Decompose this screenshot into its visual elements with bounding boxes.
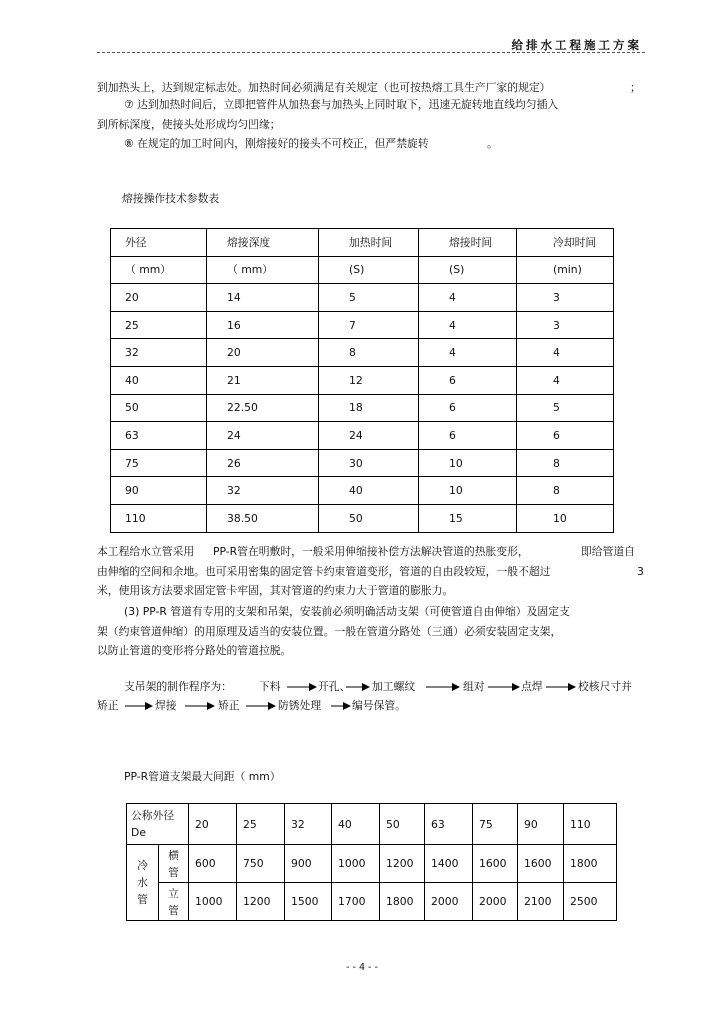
table-header-cell: 90 xyxy=(518,804,564,845)
table-cell: 90 xyxy=(111,477,207,505)
table-row xyxy=(111,449,614,477)
table-cell: 10 xyxy=(419,449,517,477)
table-row xyxy=(111,394,614,422)
table-cell: 18 xyxy=(319,394,419,422)
flow-step: 点焊 xyxy=(521,680,543,693)
table-cell: 50 xyxy=(111,394,207,422)
table-cell: 1000 xyxy=(189,883,237,921)
table-unit-cell: （ mm） xyxy=(207,256,319,284)
table-cell: 4 xyxy=(517,366,614,394)
table-cell: 24 xyxy=(319,422,419,450)
table-row xyxy=(111,311,614,339)
arrow-right-icon xyxy=(426,682,460,692)
flow-step: 焊接 xyxy=(155,699,177,712)
table-cell: 30 xyxy=(319,449,419,477)
table-cell: 3 xyxy=(517,311,614,339)
table-cell: 24 xyxy=(207,422,319,450)
arrow-right-icon xyxy=(125,701,153,711)
arrow-right-icon xyxy=(246,701,276,711)
table-cell: 2000 xyxy=(425,883,473,921)
table-header-cell: 110 xyxy=(564,804,617,845)
table-cell: 20 xyxy=(111,284,207,312)
params-table-caption: 熔接操作技术参数表 xyxy=(122,192,220,205)
flow-intro: 支吊架的制作程序为： xyxy=(124,680,232,693)
table-cell: 5 xyxy=(517,394,614,422)
arrow-right-icon xyxy=(331,701,351,711)
paragraph-line: ⑧ 在规定的加工时间内，刚熔接好的接头不可校正，但严禁旋转 xyxy=(124,137,429,150)
table-cell: 6 xyxy=(419,394,517,422)
flow-step: 开孔、 xyxy=(318,680,351,693)
table-unit-cell: （ mm） xyxy=(111,256,207,284)
table-cell: 8 xyxy=(517,477,614,505)
table-cell: 50 xyxy=(319,504,419,532)
table-row xyxy=(127,883,617,921)
table-cell: 6 xyxy=(419,422,517,450)
paragraph-line: (3) PP-R 管道有专用的支架和吊架，安装前必须明确活动支架（可使管道自由伸缩）及固定支 xyxy=(124,605,570,618)
flow-step: 下料 xyxy=(259,680,281,693)
table-cell: 40 xyxy=(319,477,419,505)
table-unit-cell: (min) xyxy=(517,256,614,284)
table-cell: 6 xyxy=(517,422,614,450)
table-cell: 26 xyxy=(207,449,319,477)
flow-step: 防锈处理 xyxy=(278,699,322,712)
paragraph-punctuation: ； xyxy=(630,81,641,94)
table-cell: 3 xyxy=(517,284,614,312)
paragraph-line: ⑦ 达到加热时间后，立即把管件从加热套与加热头上同时取下，迅速无旋转地直线均匀插入 xyxy=(124,98,559,111)
table-header-cell: 32 xyxy=(285,804,332,845)
table-cell: 10 xyxy=(517,504,614,532)
table-header-cell: 公称外径 De xyxy=(127,804,189,845)
paragraph-line: 到加热头上，达到规定标志处。加热时间必须满足有关规定（也可按热熔工具生产厂家的规定） xyxy=(97,81,551,94)
table-row xyxy=(127,845,617,883)
paragraph-line: PP-R管在明敷时，一般采用伸缩接补偿方法解决管道的热胀变形， xyxy=(213,545,529,558)
table-cell: 5 xyxy=(319,284,419,312)
paragraph-line: 由伸缩的空间和余地。也可采用密集的固定管卡约束管道变形，管道的自由段较短，一般不超过 xyxy=(97,565,551,578)
table-cell: 20 xyxy=(207,339,319,367)
table-cell: 6 xyxy=(419,366,517,394)
table-cell: 2500 xyxy=(564,883,617,921)
table-cell: 1800 xyxy=(564,845,617,883)
page-number: - - 4 - - xyxy=(346,962,378,973)
table-header-cell: 熔接时间 xyxy=(419,229,517,257)
table-cell: 63 xyxy=(111,422,207,450)
params-table xyxy=(110,228,614,533)
table-cell: 32 xyxy=(111,339,207,367)
table-cell: 75 xyxy=(111,449,207,477)
table-cell: 14 xyxy=(207,284,319,312)
table-cell: 1200 xyxy=(380,845,425,883)
arrow-right-icon xyxy=(346,682,370,692)
document-header-title: 给排水工程施工方案 xyxy=(511,38,642,52)
paragraph-punctuation: 。 xyxy=(487,137,498,150)
table-cell: 1600 xyxy=(518,845,564,883)
table-row xyxy=(111,284,614,312)
table-group-cell xyxy=(127,845,159,921)
group-label: 冷水管 xyxy=(137,859,148,906)
table-header-cell: 50 xyxy=(380,804,425,845)
table-cell: 4 xyxy=(517,339,614,367)
paragraph-line: 以防止管道的变形将分路处的管道拉脱。 xyxy=(97,644,292,657)
row-label: 立管 xyxy=(168,886,179,917)
table-cell: 4 xyxy=(419,339,517,367)
arrow-right-icon xyxy=(488,682,520,692)
table-units-row xyxy=(111,256,614,284)
table-header-cell: 40 xyxy=(332,804,380,845)
arrow-right-icon xyxy=(185,701,215,711)
table-cell: 21 xyxy=(207,366,319,394)
row-label: 横管 xyxy=(168,848,179,879)
table-header-row xyxy=(111,229,614,257)
table-cell: 1700 xyxy=(332,883,380,921)
table-row-label-cell xyxy=(159,883,189,921)
table-header-cell: 熔接深度 xyxy=(207,229,319,257)
table-cell: 1200 xyxy=(237,883,285,921)
support-table-caption: PP-R管道支架最大间距（ mm） xyxy=(124,770,281,783)
flow-step: 加工螺纹 xyxy=(372,680,416,693)
table-header-cell: 63 xyxy=(425,804,473,845)
arrow-right-icon xyxy=(287,682,317,692)
table-row xyxy=(111,366,614,394)
paragraph-line: 到所标深度，使接头处形成均匀凹缘； xyxy=(97,118,281,131)
table-cell: 2000 xyxy=(473,883,518,921)
table-cell: 38.50 xyxy=(207,504,319,532)
table-row-label-cell xyxy=(159,845,189,883)
flow-step: 组对 xyxy=(463,680,485,693)
table-unit-cell: (S) xyxy=(419,256,517,284)
arrow-right-icon xyxy=(546,682,576,692)
table-cell: 4 xyxy=(419,311,517,339)
table-cell: 1400 xyxy=(425,845,473,883)
table-cell: 900 xyxy=(285,845,332,883)
paragraph-line: 本工程给水立管采用 xyxy=(97,545,195,558)
table-header-cell: 20 xyxy=(189,804,237,845)
table-header-cell: 加热时间 xyxy=(319,229,419,257)
table-cell: 2100 xyxy=(518,883,564,921)
table-row xyxy=(111,339,614,367)
table-cell: 750 xyxy=(237,845,285,883)
table-row xyxy=(111,422,614,450)
table-unit-cell: (S) xyxy=(319,256,419,284)
paragraph-line: 架（约束管道伸缩）的用原理及适当的安装位置。一般在管道分路处（三通）必须安装固定支架， xyxy=(97,625,562,638)
support-spacing-table xyxy=(126,803,617,921)
table-cell: 4 xyxy=(419,284,517,312)
flow-step: 校核尺寸并 xyxy=(578,680,632,693)
table-header-cell: 25 xyxy=(237,804,285,845)
table-header-row xyxy=(127,804,617,845)
table-header-cell: 冷却时间 xyxy=(517,229,614,257)
table-cell: 110 xyxy=(111,504,207,532)
flow-step: 编号保管。 xyxy=(352,699,406,712)
table-cell: 8 xyxy=(319,339,419,367)
paragraph-line: 米，使用该方法要求固定管卡牢固，其对管道的约束力大于管道的膨胀力。 xyxy=(97,584,454,597)
table-cell: 1800 xyxy=(380,883,425,921)
paragraph-line: 3 xyxy=(637,565,644,578)
table-cell: 8 xyxy=(517,449,614,477)
table-cell: 40 xyxy=(111,366,207,394)
table-cell: 7 xyxy=(319,311,419,339)
table-cell: 12 xyxy=(319,366,419,394)
table-cell: 25 xyxy=(111,311,207,339)
table-cell: 600 xyxy=(189,845,237,883)
flow-step: 矫正 xyxy=(218,699,240,712)
table-cell: 16 xyxy=(207,311,319,339)
header-divider xyxy=(97,52,645,53)
table-cell: 15 xyxy=(419,504,517,532)
table-header-cell: 75 xyxy=(473,804,518,845)
table-row xyxy=(111,477,614,505)
table-cell: 10 xyxy=(419,477,517,505)
table-cell: 22.50 xyxy=(207,394,319,422)
table-cell: 1500 xyxy=(285,883,332,921)
table-header-cell: 外径 xyxy=(111,229,207,257)
table-cell: 32 xyxy=(207,477,319,505)
table-cell: 1000 xyxy=(332,845,380,883)
table-cell: 1600 xyxy=(473,845,518,883)
table-row xyxy=(111,504,614,532)
paragraph-line: 即给管道自 xyxy=(581,545,635,558)
flow-step: 矫正 xyxy=(97,699,119,712)
